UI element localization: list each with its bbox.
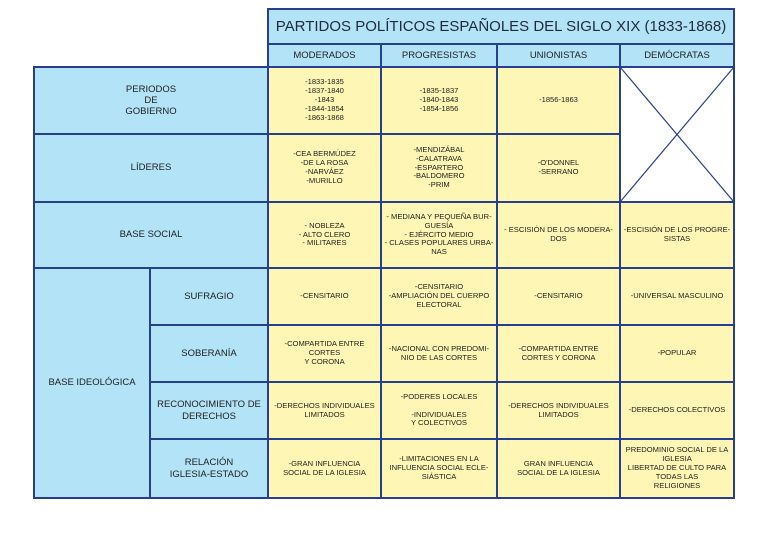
cell-relacion-moderados: -GRAN INFLUENCIA SOCIAL DE LA IGLESIA (268, 439, 381, 498)
grid-line (149, 381, 735, 383)
grid-line (149, 324, 735, 326)
grid-line (33, 201, 735, 203)
cell-soberania-democratas: -POPULAR (620, 325, 734, 382)
grid-line (619, 43, 621, 499)
cell-base-social-progresistas: - MEDIANA Y PEQUEÑA BUR- GUESÍA - EJÉRCITO MEDIO - CLASES POPULARES URBA- NAS (381, 202, 497, 268)
grid-line (33, 267, 735, 269)
cell-derechos-progresistas: -PODERES LOCALES -INDIVIDUALES Y COLECTIVOS (381, 382, 497, 439)
cell-base-social-democratas: -ESCISIÓN DE LOS PROGRE- SISTAS (620, 202, 734, 268)
cross-mark-icon (620, 67, 734, 202)
cell-derechos-democratas: -DERECHOS COLECTIVOS (620, 382, 734, 439)
row-header-lideres: LÍDERES (34, 134, 268, 202)
cell-derechos-unionistas: -DERECHOS INDIVIDUALES LIMITADOS (497, 382, 620, 439)
cell-soberania-unionistas: -COMPARTIDA ENTRE CORTES Y CORONA (497, 325, 620, 382)
row-header-base-social: BASE SOCIAL (34, 202, 268, 268)
grid-line (267, 8, 735, 10)
cell-relacion-progresistas: -LIMITACIONES EN LA INFLUENCIA SOCIAL ECLE- SIÁSTICA (381, 439, 497, 498)
cell-base-social-unionistas: - ESCISIÓN DE LOS MODERA- DOS (497, 202, 620, 268)
grid-line (267, 66, 269, 499)
cell-lideres-moderados: -CEA BERMÚDEZ -DE LA ROSA -NARVÁEZ -MURILLO (268, 134, 381, 202)
column-header-moderados: MODERADOS (268, 44, 381, 67)
column-header-unionistas: UNIONISTAS (497, 44, 620, 67)
grid-line (267, 43, 735, 45)
cell-periodos-unionistas: -1856-1863 (497, 67, 620, 134)
cell-periodos-progresistas: -1835-1837 -1840-1843 -1854-1856 (381, 67, 497, 134)
row-header-relacion: RELACIÓN IGLESIA-ESTADO (150, 439, 268, 498)
grid-line (149, 267, 151, 499)
grid-line (149, 438, 735, 440)
cell-lideres-unionistas: -O'DONNEL -SERRANO (497, 134, 620, 202)
cell-relacion-democratas: PREDOMINIO SOCIAL DE LA IGLESIA LIBERTAD DE CULTO PARA TODAS LAS RELIGIONES (620, 439, 734, 498)
cell-sufragio-democratas: -UNIVERSAL MASCULINO (620, 268, 734, 325)
empty-crossed-cell (620, 67, 734, 202)
cell-sufragio-moderados: -CENSITARIO (268, 268, 381, 325)
column-header-democratas: DEMÓCRATAS (620, 44, 734, 67)
column-header-progresistas: PROGRESISTAS (381, 44, 497, 67)
grid-line (267, 8, 269, 68)
cell-sufragio-unionistas: -CENSITARIO (497, 268, 620, 325)
table-title: PARTIDOS POLÍTICOS ESPAÑOLES DEL SIGLO XIX (1833-1868) (268, 9, 734, 44)
grid-line (33, 133, 621, 135)
cell-derechos-moderados: -DERECHOS INDIVIDUALES LIMITADOS (268, 382, 381, 439)
grid-line (33, 497, 735, 499)
row-header-soberania: SOBERANÍA (150, 325, 268, 382)
grid-line (733, 8, 735, 499)
cell-periodos-moderados: -1833-1835 -1837-1840 -1843 -1844-1854 -1863-1868 (268, 67, 381, 134)
row-header-derechos: RECONOCIMIENTO DE DERECHOS (150, 382, 268, 439)
cell-lideres-progresistas: -MENDIZÁBAL -CALATRAVA -ESPARTERO -BALDOMERO -PRIM (381, 134, 497, 202)
cell-base-social-moderados: - NOBLEZA - ALTO CLERO - MILITARES (268, 202, 381, 268)
grid-line (33, 66, 735, 68)
cell-sufragio-progresistas: -CENSITARIO -AMPLIACIÓN DEL CUERPO ELECTORAL (381, 268, 497, 325)
grid-line (33, 66, 35, 499)
cell-relacion-unionistas: GRAN INFLUENCIA SOCIAL DE LA IGLESIA (497, 439, 620, 498)
cell-soberania-progresistas: -NACIONAL CON PREDOMI- NIO DE LAS CORTES (381, 325, 497, 382)
grid-line (496, 43, 498, 499)
row-header-periodos: PERIODOS DE GOBIERNO (34, 67, 268, 134)
grid-line (380, 43, 382, 499)
row-header-sufragio: SUFRAGIO (150, 268, 268, 325)
row-header-base-ideologica: BASE IDEOLÓGICA (34, 268, 150, 498)
cell-soberania-moderados: -COMPARTIDA ENTRE CORTES Y CORONA (268, 325, 381, 382)
